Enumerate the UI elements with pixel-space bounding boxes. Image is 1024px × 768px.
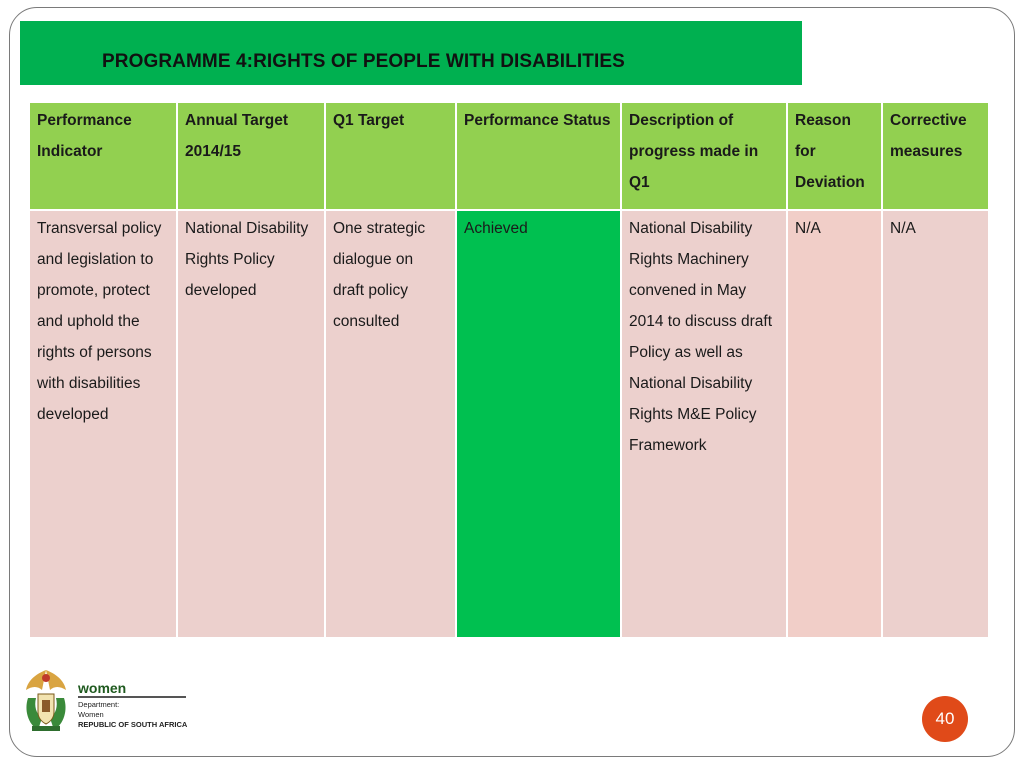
- header-annual-target: Annual Target 2014/15: [177, 102, 325, 210]
- performance-table: [28, 101, 990, 639]
- cell-corrective-measures: N/A: [882, 210, 989, 638]
- cell-q1-target: One strategic dialogue on draft policy consulted: [325, 210, 456, 638]
- logo-line-republic: REPUBLIC OF SOUTH AFRICA: [78, 720, 188, 729]
- cell-performance-indicator: Transversal policy and legislation to promote, protect and uphold the rights of persons with disabilities developed: [29, 210, 177, 638]
- header-q1-target: Q1 Target: [325, 102, 456, 210]
- logo-line-women: Women: [78, 710, 104, 719]
- cell-reason-for-deviation: N/A: [787, 210, 882, 638]
- logo-divider: [78, 696, 186, 698]
- logo-name: women: [78, 680, 127, 696]
- header-description-of-progress: Description of progress made in Q1: [621, 102, 787, 210]
- page-number-badge: 40: [922, 696, 968, 742]
- header-performance-status: Performance Status: [456, 102, 621, 210]
- cell-description-of-progress: National Disability Rights Machinery convened in May 2014 to discuss draft Policy as well as National Disability Rights M&E Policy Framework: [621, 210, 787, 638]
- header-reason-for-deviation: Reason for Deviation: [787, 102, 882, 210]
- table-header-row: [29, 102, 989, 210]
- department-logo: [22, 668, 192, 736]
- header-corrective-measures: Corrective measures: [882, 102, 989, 210]
- cell-annual-target: National Disability Rights Policy developed: [177, 210, 325, 638]
- header-performance-indicator: Performance Indicator: [29, 102, 177, 210]
- title-bar: [20, 21, 802, 85]
- table-row: [29, 210, 989, 638]
- slide-title: PROGRAMME 4:RIGHTS OF PEOPLE WITH DISABILITIES: [102, 51, 625, 72]
- logo-line-department: Department:: [78, 700, 120, 709]
- cell-performance-status: Achieved: [456, 210, 621, 638]
- coat-of-arms-icon: [22, 668, 70, 736]
